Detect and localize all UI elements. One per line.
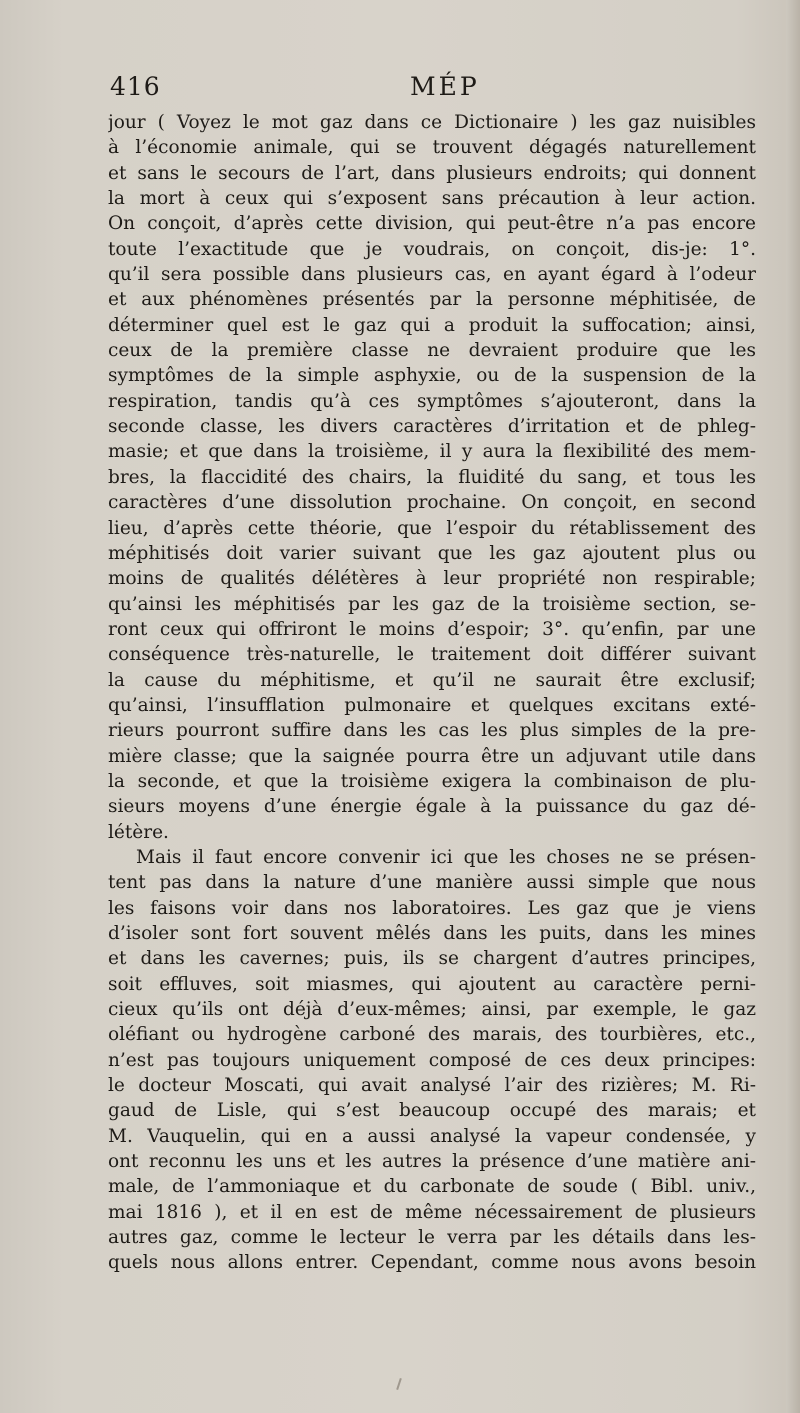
text-line: toute l’exactitude que je voudrais, on conçoit, dis-je: 1°. [108,238,756,260]
text-line: respiration, tandis qu’à ces symptômes s’ajouteront, dans la [108,390,756,412]
pencil-mark [396,1378,402,1390]
text-line: symptômes de la simple asphyxie, ou de la suspension de la [108,365,756,387]
text-line: autres gaz, comme le lecteur le verra par les détails dans les- [108,1227,756,1249]
text-line: masie; et que dans la troisième, il y aura la flexibilité des mem- [108,441,756,463]
text-line: lieu, d’après cette théorie, que l’espoir du rétablissement des [108,517,756,539]
text-line: la seconde, et que la troisième exigera la combinaison de plu- [108,770,756,792]
text-line-paragraph-end: létère. [108,821,169,843]
text-line: conséquence très-naturelle, le traitement doit différer suivant [108,644,756,666]
text-line: la cause du méphitisme, et qu’il ne saurait être exclusif; [108,669,756,691]
text-line: On conçoit, d’après cette division, qui peut-être n’a pas encore [108,213,756,235]
text-line: et aux phénomènes présentés par la personne méphitisée, de [108,289,756,311]
text-line: ront ceux qui offriront le moins d’espoir; 3°. qu’enfin, par une [108,618,756,640]
text-line: oléfiant ou hydrogène carboné des marais, des tourbières, etc., [108,1024,756,1046]
text-line: rieurs pourront suffire dans les cas les plus simples de la pre- [108,720,756,742]
text-line: ont reconnu les uns et les autres la présence d’une matière ani- [108,1151,756,1173]
text-line: jour ( Voyez le mot gaz dans ce Dictionaire ) les gaz nuisibles [108,112,756,133]
page-number: 416 [110,72,161,101]
text-line: et sans le secours de l’art, dans plusieurs endroits; qui donnent [108,162,756,184]
text-line: qu’ainsi les méphitisés par les gaz de la troisième section, se- [108,593,756,615]
page-header [110,72,760,112]
text-line: le docteur Moscati, qui avait analysé l’air des rizières; M. Ri- [108,1075,756,1097]
running-head: MÉP [410,72,480,101]
text-line: qu’ainsi, l’insufflation pulmonaire et quelques excitans exté- [108,694,756,716]
text-line: soit effluves, soit miasmes, qui ajoutent au caractère perni- [108,973,756,995]
text-line: quels nous allons entrer. Cependant, comme nous avons besoin [108,1252,756,1274]
text-line: sieurs moyens d’une énergie égale à la puissance du gaz dé- [108,796,756,818]
text-line: méphitisés doit varier suivant que les gaz ajoutent plus ou [108,542,756,564]
text-line: moins de qualités délétères à leur propriété non respirable; [108,568,756,590]
text-line: seconde classe, les divers caractères d’irritation et de phleg- [108,416,756,438]
text-line: tent pas dans la nature d’une manière aussi simple que nous [108,872,756,894]
text-line: déterminer quel est le gaz qui a produit la suffocation; ainsi, [108,314,756,336]
body-text [108,110,756,1276]
text-line: d’isoler sont fort souvent mêlés dans les puits, dans les mines [108,923,756,944]
text-line: et dans les cavernes; puis, ils se chargent d’autres principes, [108,948,756,970]
text-line: les faisons voir dans nos laboratoires. Les gaz que je viens [108,897,756,919]
text-line: la mort à ceux qui s’exposent sans précaution à leur action. [108,188,756,210]
text-line: mière classe; que la saignée pourra être un adjuvant utile dans [108,745,756,767]
text-line: ceux de la première classe ne devraient produire que les [108,340,756,362]
text-line: male, de l’ammoniaque et du carbonate de soude ( Bibl. univ., [108,1176,756,1198]
text-line: n’est pas toujours uniquement composé de ces deux principes: [108,1049,756,1071]
text-line: à l’économie animale, qui se trouvent dégagés naturellement [108,137,756,159]
text-line: qu’il sera possible dans plusieurs cas, en ayant égard à l’odeur [108,264,756,286]
text-line: bres, la flaccidité des chairs, la fluidité du sang, et tous les [108,466,756,488]
text-line: cieux qu’ils ont déjà d’eux-mêmes; ainsi, par exemple, le gaz [108,999,756,1021]
text-line: M. Vauquelin, qui en a aussi analysé la vapeur condensée, y [108,1125,756,1147]
text-line-paragraph-start: Mais il faut encore convenir ici que les choses ne se présen- [136,846,756,868]
text-line: mai 1816 ), et il en est de même nécessairement de plusieurs [108,1201,756,1223]
text-line: caractères d’une dissolution prochaine. On conçoit, en second [108,492,756,514]
text-line: gaud de Lisle, qui s’est beaucoup occupé des marais; et [108,1100,756,1122]
page-edge-shadow [786,0,800,1413]
